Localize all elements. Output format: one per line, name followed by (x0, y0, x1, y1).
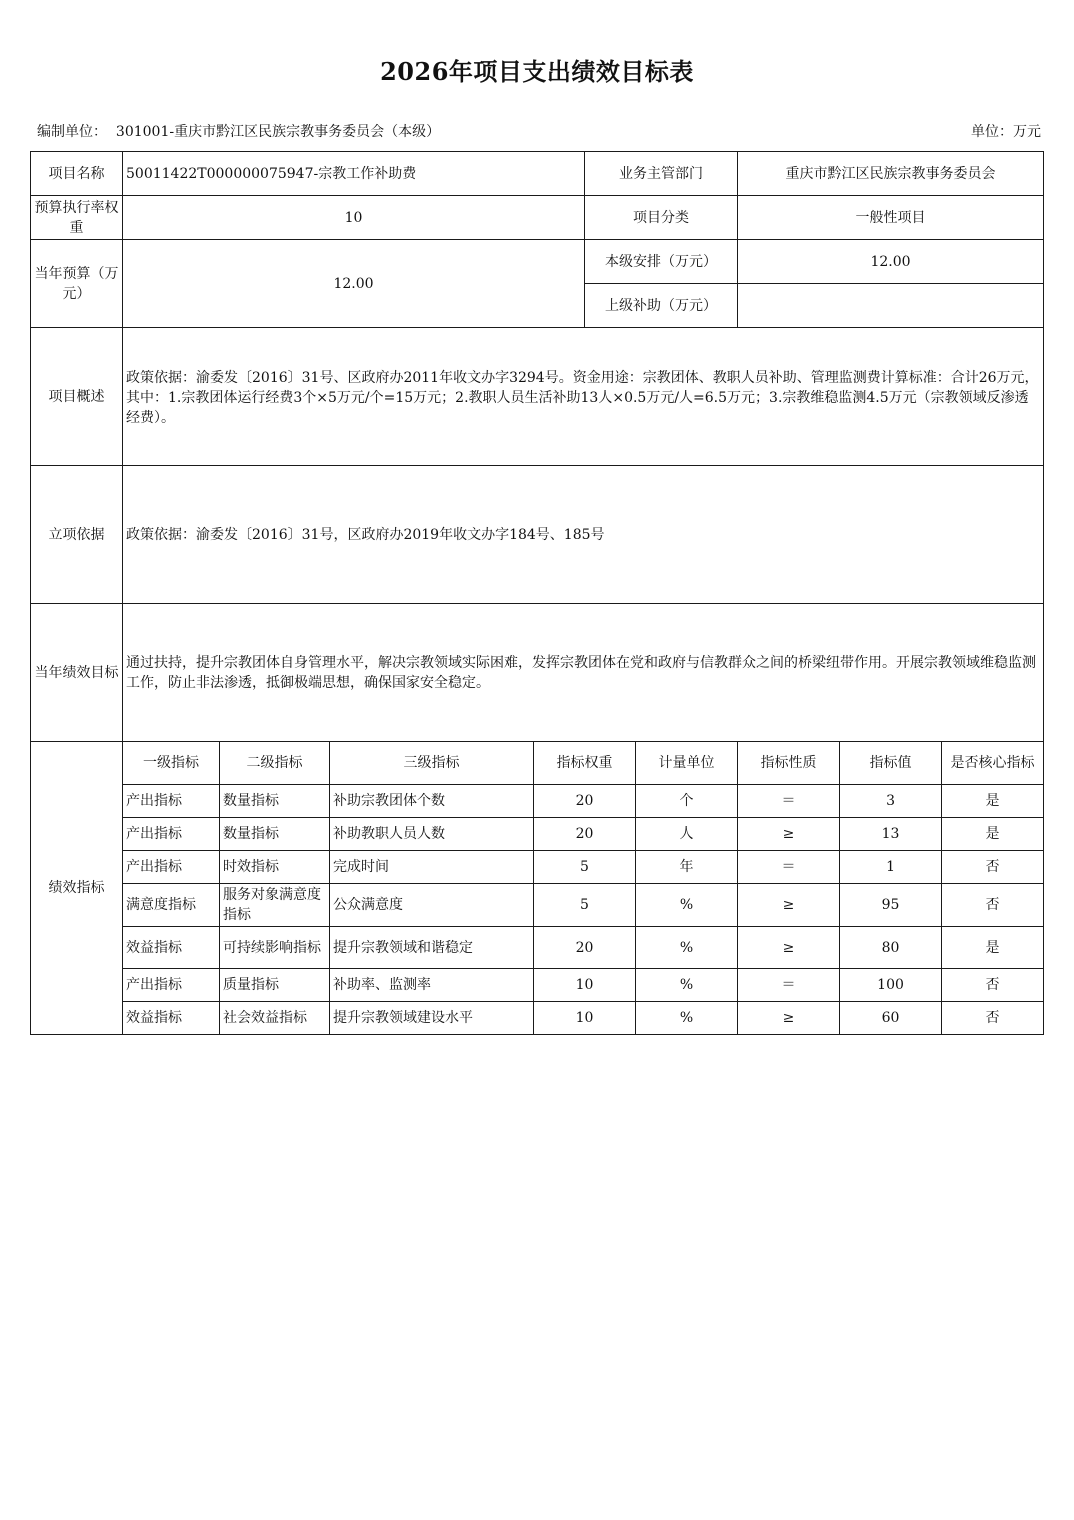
unit-cell: 人 (636, 818, 738, 851)
unit-cell: % (636, 1002, 738, 1035)
level1-cell: 效益指标 (123, 1002, 220, 1035)
value-cell: 80 (840, 927, 942, 969)
project-name-value: 50011422T000000075947-宗教工作补助费 (123, 152, 585, 196)
weight-value: 10 (123, 196, 585, 240)
unit-cell: % (636, 969, 738, 1002)
weight-cell: 5 (534, 851, 636, 884)
level2-cell: 数量指标 (220, 785, 330, 818)
local-label: 本级安排（万元） (585, 240, 738, 284)
level2-cell: 时效指标 (220, 851, 330, 884)
level2-cell: 可持续影响指标 (220, 927, 330, 969)
budget-label: 当年预算（万元） (31, 240, 123, 328)
level2-cell: 社会效益指标 (220, 1002, 330, 1035)
value-cell: 3 (840, 785, 942, 818)
indicators-section-label: 绩效指标 (31, 742, 123, 1035)
nature-cell: ≥ (738, 1002, 840, 1035)
unit-cell: 个 (636, 785, 738, 818)
level3-cell: 完成时间 (330, 851, 534, 884)
weight-cell: 20 (534, 785, 636, 818)
unit-cell: % (636, 884, 738, 927)
table-row (31, 851, 1044, 884)
table-row (31, 1002, 1044, 1035)
local-value: 12.00 (738, 240, 1044, 284)
project-name-label: 项目名称 (31, 152, 123, 196)
col-header: 一级指标 (123, 742, 220, 785)
weight-label: 预算执行率权重 (31, 196, 123, 240)
weight-cell: 10 (534, 1002, 636, 1035)
level1-cell: 产出指标 (123, 969, 220, 1002)
level3-cell: 提升宗教领域建设水平 (330, 1002, 534, 1035)
core-cell: 否 (942, 884, 1044, 927)
unit-cell: 年 (636, 851, 738, 884)
overview-label: 项目概述 (31, 328, 123, 466)
level3-cell: 公众满意度 (330, 884, 534, 927)
level1-cell: 产出指标 (123, 785, 220, 818)
col-header: 指标权重 (534, 742, 636, 785)
level3-cell: 补助宗教团体个数 (330, 785, 534, 818)
weight-cell: 20 (534, 818, 636, 851)
level2-cell: 质量指标 (220, 969, 330, 1002)
table-row (31, 818, 1044, 851)
table-row (31, 785, 1044, 818)
nature-cell: ＝ (738, 969, 840, 1002)
basis-value: 政策依据：渝委发〔2016〕31号，区政府办2019年收文办字184号、185号 (123, 466, 1044, 604)
table-row (31, 927, 1044, 969)
nature-cell: ≥ (738, 927, 840, 969)
org-unit-value: 301001-重庆市黔江区民族宗教事务委员会（本级） (115, 124, 441, 140)
table-row (31, 969, 1044, 1002)
col-header: 计量单位 (636, 742, 738, 785)
core-cell: 否 (942, 1002, 1044, 1035)
org-unit-label: 编制单位： (37, 124, 107, 140)
col-header: 指标值 (840, 742, 942, 785)
value-cell: 60 (840, 1002, 942, 1035)
unit-cell: % (636, 927, 738, 969)
org-unit (37, 121, 440, 141)
table-row (31, 884, 1044, 927)
dept-value: 重庆市黔江区民族宗教事务委员会 (738, 152, 1044, 196)
goal-value: 通过扶持，提升宗教团体自身管理水平，解决宗教领域实际困难，发挥宗教团体在党和政府与信教群众之间的桥梁纽带作用。开展宗教领域维稳监测工作，防止非法渗透，抵御极端思想，确保国家安全稳定。 (123, 604, 1044, 742)
core-cell: 否 (942, 969, 1044, 1002)
overview-value: 政策依据：渝委发〔2016〕31号、区政府办2011年收文办字3294号。资金用途：宗教团体、教职人员补助、管理监测费计算标准：合计26万元，其中：1.宗教团体运行经费3个×5万元/个=15万元；2.教职人员生活补助13人×0.5万元/人=6.5万元；3.宗教维稳监测4.5万元（宗教领域反渗透经费）。 (123, 328, 1044, 466)
core-cell: 是 (942, 927, 1044, 969)
performance-table (30, 151, 1044, 1035)
currency-unit: 单位：万元 (971, 124, 1041, 140)
nature-cell: ＝ (738, 785, 840, 818)
value-cell: 100 (840, 969, 942, 1002)
page-title: 2026年项目支出绩效目标表 (380, 57, 694, 86)
level2-cell: 数量指标 (220, 818, 330, 851)
upper-value (738, 284, 1044, 328)
weight-cell: 5 (534, 884, 636, 927)
value-cell: 95 (840, 884, 942, 927)
level3-cell: 补助率、监测率 (330, 969, 534, 1002)
nature-cell: ≥ (738, 884, 840, 927)
level3-cell: 补助教职人员人数 (330, 818, 534, 851)
core-cell: 否 (942, 851, 1044, 884)
level1-cell: 产出指标 (123, 851, 220, 884)
upper-label: 上级补助（万元） (585, 284, 738, 328)
basis-label: 立项依据 (31, 466, 123, 604)
col-header: 指标性质 (738, 742, 840, 785)
budget-value: 12.00 (123, 240, 585, 328)
nature-cell: ＝ (738, 851, 840, 884)
value-cell: 13 (840, 818, 942, 851)
weight-cell: 20 (534, 927, 636, 969)
level1-cell: 效益指标 (123, 927, 220, 969)
category-value: 一般性项目 (738, 196, 1044, 240)
col-header: 三级指标 (330, 742, 534, 785)
core-cell: 是 (942, 818, 1044, 851)
weight-cell: 10 (534, 969, 636, 1002)
category-label: 项目分类 (585, 196, 738, 240)
level1-cell: 满意度指标 (123, 884, 220, 927)
col-header: 是否核心指标 (942, 742, 1044, 785)
level2-cell: 服务对象满意度指标 (220, 884, 330, 927)
value-cell: 1 (840, 851, 942, 884)
dept-label: 业务主管部门 (585, 152, 738, 196)
nature-cell: ≥ (738, 818, 840, 851)
goal-label: 当年绩效目标 (31, 604, 123, 742)
level1-cell: 产出指标 (123, 818, 220, 851)
col-header: 二级指标 (220, 742, 330, 785)
level3-cell: 提升宗教领域和谐稳定 (330, 927, 534, 969)
core-cell: 是 (942, 785, 1044, 818)
